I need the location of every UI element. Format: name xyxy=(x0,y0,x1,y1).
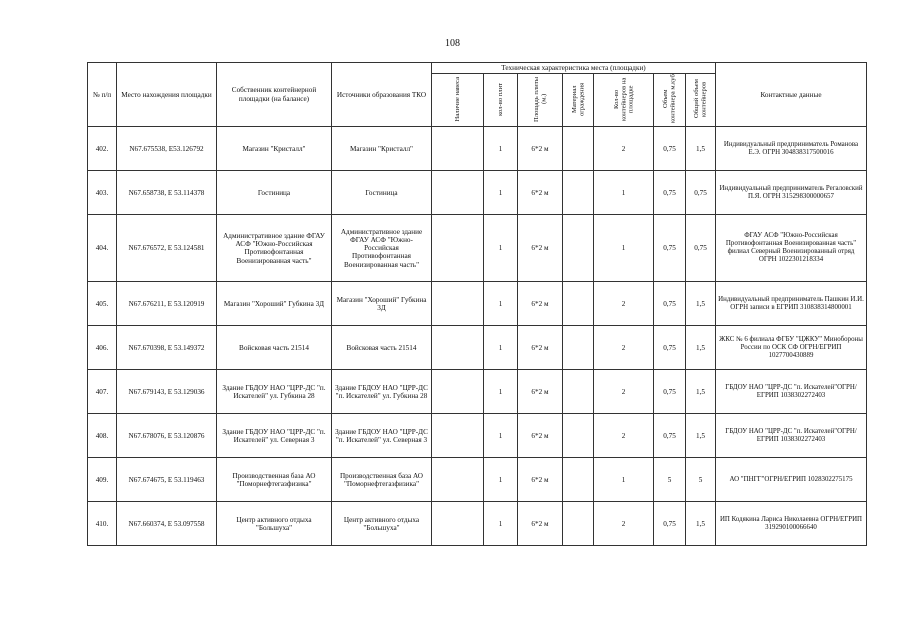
cell-contact: ГБДОУ НАО "ЦРР-ДС "п. Искателей"ОГРН/ЕГРИП 1038302272403 xyxy=(716,414,867,458)
cell-fence xyxy=(563,370,594,414)
cell-volume: 0,75 xyxy=(654,215,686,282)
cell-location: N67.670398, E 53.149372 xyxy=(117,326,217,370)
cell-area: 6*2 м xyxy=(518,370,563,414)
cell-plates: 1 xyxy=(484,370,518,414)
cell-contact: ГБДОУ НАО "ЦРР-ДС "п. Искателей"ОГРН/ЕГРИП 1038302272403 xyxy=(716,370,867,414)
cell-canopy xyxy=(432,414,484,458)
cell-source: Административное здание ФГАУ АСФ "Южно-Российская Противофонтанная Военизированная часть" xyxy=(332,215,432,282)
table-row xyxy=(88,171,867,215)
cell-num: 408. xyxy=(88,414,117,458)
cell-volume: 0,75 xyxy=(654,370,686,414)
page-number: 108 xyxy=(445,38,460,49)
cell-plates: 1 xyxy=(484,326,518,370)
cell-plates: 1 xyxy=(484,458,518,502)
cell-count: 2 xyxy=(594,414,654,458)
cell-total: 1,5 xyxy=(686,326,716,370)
table-row xyxy=(88,458,867,502)
cell-owner: Магазин "Кристалл" xyxy=(217,127,332,171)
cell-owner: Здание ГБДОУ НАО "ЦРР-ДС "п. Искателей" ул. Северная 3 xyxy=(217,414,332,458)
header-count: Кол-во контейнеров на площадке xyxy=(594,74,654,127)
cell-location: N67.676211, E 53.120919 xyxy=(117,282,217,326)
cell-count: 1 xyxy=(594,215,654,282)
cell-source: Гостиница xyxy=(332,171,432,215)
cell-canopy xyxy=(432,326,484,370)
cell-volume: 0,75 xyxy=(654,502,686,546)
cell-canopy xyxy=(432,370,484,414)
cell-total: 1,5 xyxy=(686,282,716,326)
cell-num: 407. xyxy=(88,370,117,414)
cell-source: Центр активного отдыха "Большуха" xyxy=(332,502,432,546)
cell-canopy xyxy=(432,458,484,502)
cell-count: 1 xyxy=(594,171,654,215)
header-area: Площадь плиты (м.) xyxy=(518,74,563,127)
cell-source: Производственная база АО "Поморнефтегазфизика" xyxy=(332,458,432,502)
cell-source: Магазин "Хороший" Губкина 3Д xyxy=(332,282,432,326)
cell-count: 2 xyxy=(594,127,654,171)
cell-plates: 1 xyxy=(484,282,518,326)
header-canopy: Наличие навеса xyxy=(432,74,484,127)
cell-contact: Индивидуальный предприниматель Пашкин И.И. ОГРН записи в ЕГРИП 310838314800001 xyxy=(716,282,867,326)
cell-canopy xyxy=(432,127,484,171)
cell-owner: Здание ГБДОУ НАО "ЦРР-ДС "п. Искателей" ул. Губкина 28 xyxy=(217,370,332,414)
cell-owner: Административное здание ФГАУ АСФ "Южно-Российская Противофонтанная Военизированная часть" xyxy=(217,215,332,282)
cell-source: Здание ГБДОУ НАО "ЦРР-ДС "п. Искателей" ул. Северная 3 xyxy=(332,414,432,458)
header-plates: кол-во плит xyxy=(484,74,518,127)
cell-area: 6*2 м xyxy=(518,171,563,215)
cell-plates: 1 xyxy=(484,414,518,458)
table-row xyxy=(88,282,867,326)
cell-owner: Магазин "Хороший" Губкина 3Д xyxy=(217,282,332,326)
cell-fence xyxy=(563,414,594,458)
cell-fence xyxy=(563,458,594,502)
cell-num: 403. xyxy=(88,171,117,215)
cell-num: 404. xyxy=(88,215,117,282)
cell-location: N67.678076, E 53.120876 xyxy=(117,414,217,458)
cell-owner: Гостиница xyxy=(217,171,332,215)
cell-volume: 0,75 xyxy=(654,414,686,458)
cell-fence xyxy=(563,127,594,171)
cell-volume: 0,75 xyxy=(654,127,686,171)
cell-canopy xyxy=(432,215,484,282)
cell-location: N67.679143, E 53.129036 xyxy=(117,370,217,414)
header-fence: Материал ограждения xyxy=(563,74,594,127)
cell-fence xyxy=(563,215,594,282)
cell-volume: 0,75 xyxy=(654,282,686,326)
cell-location: N67.674675, E 53.119463 xyxy=(117,458,217,502)
cell-area: 6*2 м xyxy=(518,282,563,326)
cell-contact: ФГАУ АСФ "Южно-Российская Противофонтанная Военизированная часть" филиал Северный Военизированный отряд ОГРН 1022301218334 xyxy=(716,215,867,282)
cell-total: 1,5 xyxy=(686,127,716,171)
cell-volume: 0,75 xyxy=(654,171,686,215)
cell-contact: ИП Кодякина Лариса Николаевна ОГРН/ЕГРИП 319290100066640 xyxy=(716,502,867,546)
cell-source: Здание ГБДОУ НАО "ЦРР-ДС "п. Искателей" ул. Губкина 28 xyxy=(332,370,432,414)
header-volume: Объем контейнера м.куб xyxy=(654,74,686,127)
cell-canopy xyxy=(432,282,484,326)
cell-owner: Производственная база АО "Поморнефтегазфизика" xyxy=(217,458,332,502)
cell-volume: 5 xyxy=(654,458,686,502)
cell-contact: ЖКС № 6 филиала ФГБУ "ЦЖКУ" Минобороны России по ОСК СФ ОГРН/ЕГРИП 1027700430889 xyxy=(716,326,867,370)
table-row xyxy=(88,326,867,370)
cell-area: 6*2 м xyxy=(518,326,563,370)
cell-source: Войсковая часть 21514 xyxy=(332,326,432,370)
cell-total: 1,5 xyxy=(686,370,716,414)
cell-canopy xyxy=(432,502,484,546)
header-location: Место нахождения площадки xyxy=(117,63,217,127)
cell-area: 6*2 м xyxy=(518,215,563,282)
table-row xyxy=(88,127,867,171)
registry-table xyxy=(87,62,867,546)
cell-count: 2 xyxy=(594,326,654,370)
cell-owner: Войсковая часть 21514 xyxy=(217,326,332,370)
cell-location: N67.660374, E 53.097558 xyxy=(117,502,217,546)
cell-contact: Индивидуальный предприниматель Регаловский П.Я. ОГРН 315298300000657 xyxy=(716,171,867,215)
cell-area: 6*2 м xyxy=(518,458,563,502)
header-total: Общий объем контейнеров xyxy=(686,74,716,127)
cell-location: N67.675538, E53.126792 xyxy=(117,127,217,171)
cell-total: 0,75 xyxy=(686,171,716,215)
cell-total: 1,5 xyxy=(686,502,716,546)
cell-contact: Индивидуальный предприниматель Романова Е.Э. ОГРН 304838317500016 xyxy=(716,127,867,171)
cell-num: 409. xyxy=(88,458,117,502)
cell-volume: 0,75 xyxy=(654,326,686,370)
cell-plates: 1 xyxy=(484,502,518,546)
cell-num: 402. xyxy=(88,127,117,171)
header-num: № п/п xyxy=(88,63,117,127)
cell-location: N67.676572, E 53.124581 xyxy=(117,215,217,282)
cell-fence xyxy=(563,282,594,326)
cell-area: 6*2 м xyxy=(518,414,563,458)
cell-area: 6*2 м xyxy=(518,502,563,546)
cell-total: 0,75 xyxy=(686,215,716,282)
header-owner: Собственник контейнерной площадки (на балансе) xyxy=(217,63,332,127)
cell-total: 1,5 xyxy=(686,414,716,458)
cell-num: 410. xyxy=(88,502,117,546)
cell-count: 1 xyxy=(594,458,654,502)
table-row xyxy=(88,215,867,282)
cell-count: 2 xyxy=(594,282,654,326)
cell-plates: 1 xyxy=(484,215,518,282)
cell-canopy xyxy=(432,171,484,215)
header-contacts: Контактные данные xyxy=(716,63,867,127)
cell-fence xyxy=(563,326,594,370)
header-tech: Техническая характеристика места (площадки) xyxy=(432,63,716,74)
cell-fence xyxy=(563,171,594,215)
table-row xyxy=(88,414,867,458)
table-row xyxy=(88,370,867,414)
cell-total: 5 xyxy=(686,458,716,502)
cell-plates: 1 xyxy=(484,171,518,215)
cell-plates: 1 xyxy=(484,127,518,171)
header-source: Источники образования ТКО xyxy=(332,63,432,127)
cell-contact: АО "ПНГГ"ОГРН/ЕГРИП 1028302275175 xyxy=(716,458,867,502)
cell-area: 6*2 м xyxy=(518,127,563,171)
cell-source: Магазин "Кристалл" xyxy=(332,127,432,171)
cell-num: 406. xyxy=(88,326,117,370)
cell-count: 2 xyxy=(594,502,654,546)
table-row xyxy=(88,502,867,546)
cell-count: 2 xyxy=(594,370,654,414)
cell-location: N67.658738, E 53.114378 xyxy=(117,171,217,215)
cell-owner: Центр активного отдыха "Большуха" xyxy=(217,502,332,546)
cell-num: 405. xyxy=(88,282,117,326)
cell-fence xyxy=(563,502,594,546)
